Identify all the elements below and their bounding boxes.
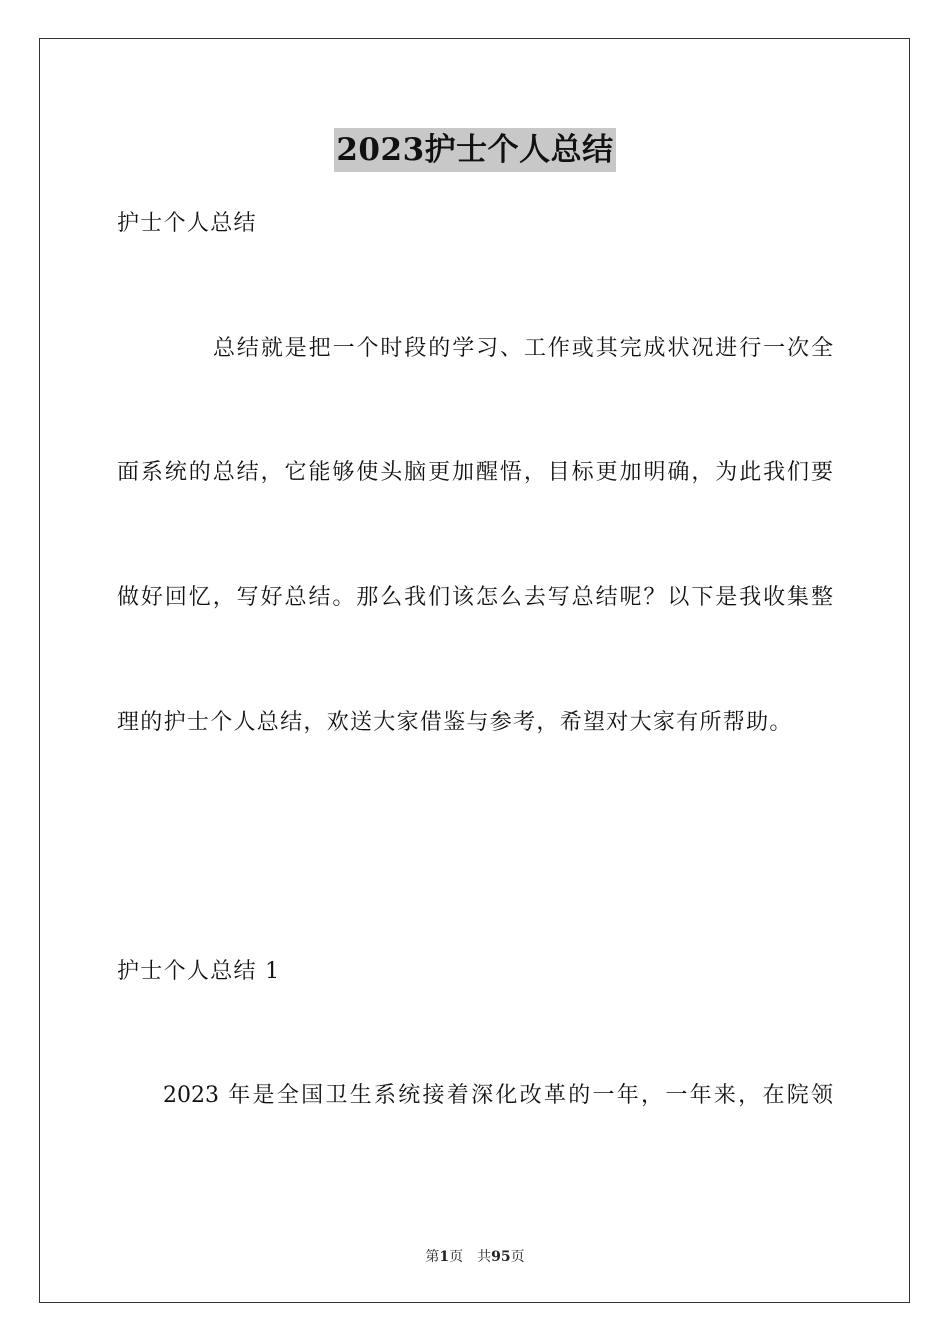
intro-paragraph-line: 总结就是把一个时段的学习、工作或其完成状况进行一次全 [213, 336, 833, 361]
footer-total-pages: 95 [491, 1249, 511, 1265]
intro-paragraph-line: 理的护士个人总结，欢送大家借鉴与参考，希望对大家有所帮助。 [117, 710, 793, 735]
title-container [0, 128, 950, 172]
footer-page-number: 1 [439, 1249, 450, 1265]
intro-paragraph-line: 面系统的总结，它能够使头脑更加醒悟，目标更加明确，为此我们要 [117, 460, 833, 485]
footer-total-suffix: 页 [510, 1249, 525, 1265]
section-paragraph-line: 2023 年是全国卫生系统接着深化改革的一年，一年来，在院领 [163, 1083, 833, 1108]
intro-paragraph-line: 做好回忆，写好总结。那么我们该怎么去写总结呢？以下是我收集整 [117, 585, 833, 610]
page-footer [0, 1248, 950, 1266]
document-heading: 护士个人总结 [117, 211, 257, 236]
document-title: 2023护士个人总结 [334, 128, 615, 172]
footer-page-suffix: 页 [449, 1249, 464, 1265]
section-heading: 护士个人总结 1 [117, 959, 281, 984]
footer-page-prefix: 第 [425, 1249, 440, 1265]
footer-total-prefix: 共 [477, 1249, 492, 1265]
